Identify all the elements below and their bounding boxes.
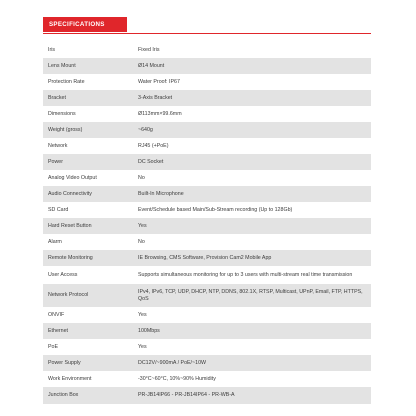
spec-row — [43, 58, 371, 74]
spec-key: Lens Mount — [48, 62, 76, 69]
spec-key: Work Environment — [48, 375, 92, 382]
spec-row — [43, 218, 371, 234]
spec-key: Analog Video Output — [48, 174, 97, 181]
spec-row — [43, 323, 371, 339]
spec-key: Junction Box — [48, 392, 79, 399]
spec-row — [43, 42, 371, 58]
spec-value: RJ45 (+PoE) — [138, 142, 169, 149]
spec-row — [43, 371, 371, 387]
spec-key: SD Card — [48, 206, 69, 213]
spec-row — [43, 106, 371, 122]
spec-key: Network Protocol — [48, 292, 89, 299]
spec-value: IE Browsing, CMS Software, Provision Cam2 Mobile App — [138, 254, 272, 261]
spec-key: Protection Rate — [48, 78, 85, 85]
spec-value: Event/Schedule based Main/Sub-Stream recording (Up to 128Gb) — [138, 206, 293, 213]
spec-value: Fixed Iris — [138, 46, 160, 53]
spec-value: Built-In Microphone — [138, 190, 184, 197]
spec-key: Network — [48, 142, 68, 149]
spec-key: Weight (gross) — [48, 126, 83, 133]
spec-value: 3-Axis Bracket — [138, 94, 173, 101]
spec-value: No — [138, 174, 145, 181]
spec-value: -30°C~60°C, 10%~90% Humidity — [138, 375, 216, 382]
spec-key: Power Supply — [48, 359, 81, 366]
spec-key: Remote Monitoring — [48, 254, 93, 261]
spec-key: Dimensions — [48, 110, 76, 117]
spec-value: Ø113mm×99.6mm — [138, 110, 182, 117]
spec-row — [43, 138, 371, 154]
spec-value: Ø14 Mount — [138, 62, 165, 69]
spec-row — [43, 307, 371, 323]
spec-key: Audio Connectivity — [48, 190, 92, 197]
spec-row — [43, 355, 371, 371]
spec-value: 100Mbps — [138, 327, 160, 334]
spec-value: Yes — [138, 222, 147, 229]
spec-row — [43, 122, 371, 138]
spec-value: PR-JB14IP66 - PR-JB14IP64 - PR-WB-A — [138, 392, 235, 399]
spec-row — [43, 250, 371, 266]
specifications-sheet — [43, 17, 371, 404]
spec-row — [43, 266, 371, 284]
spec-key: Ethernet — [48, 327, 69, 334]
spec-key: Iris — [48, 46, 56, 53]
spec-key: Hard Reset Button — [48, 222, 92, 229]
spec-key: Power — [48, 158, 64, 165]
spec-row — [43, 74, 371, 90]
spec-row — [43, 339, 371, 355]
spec-key: PoE — [48, 343, 59, 350]
spec-row — [43, 170, 371, 186]
spec-key: Alarm — [48, 238, 62, 245]
spec-value: Yes — [138, 311, 147, 318]
spec-value: No — [138, 238, 145, 245]
spec-key: Bracket — [48, 94, 66, 101]
title-divider — [43, 33, 371, 34]
spec-key: ONVIF — [48, 311, 65, 318]
spec-value: Water Proof: IP67 — [138, 78, 180, 85]
section-title: SPECIFICATIONS — [43, 17, 127, 32]
spec-value: DC12V/~900mA / PoE/~10W — [138, 359, 207, 366]
spec-value: Supports simultaneous monitoring for up to 3 users with multi-stream real time transmission — [138, 271, 353, 278]
spec-value: ~640g — [138, 126, 153, 133]
spec-table — [43, 42, 371, 404]
spec-row — [43, 387, 371, 404]
spec-row — [43, 234, 371, 250]
spec-value: DC Socket — [138, 158, 164, 165]
spec-row — [43, 90, 371, 106]
spec-row — [43, 186, 371, 202]
spec-value: IPv4, IPv6, TCP, UDP, DHCP, NTP, DDNS, 802.1X, RTSP, Multicast, UPnP, Email, FTP, HTTPS, QoS — [138, 288, 363, 302]
spec-row — [43, 202, 371, 218]
spec-key: User Access — [48, 271, 78, 278]
spec-value: Yes — [138, 343, 147, 350]
spec-row — [43, 284, 371, 307]
spec-row — [43, 154, 371, 170]
